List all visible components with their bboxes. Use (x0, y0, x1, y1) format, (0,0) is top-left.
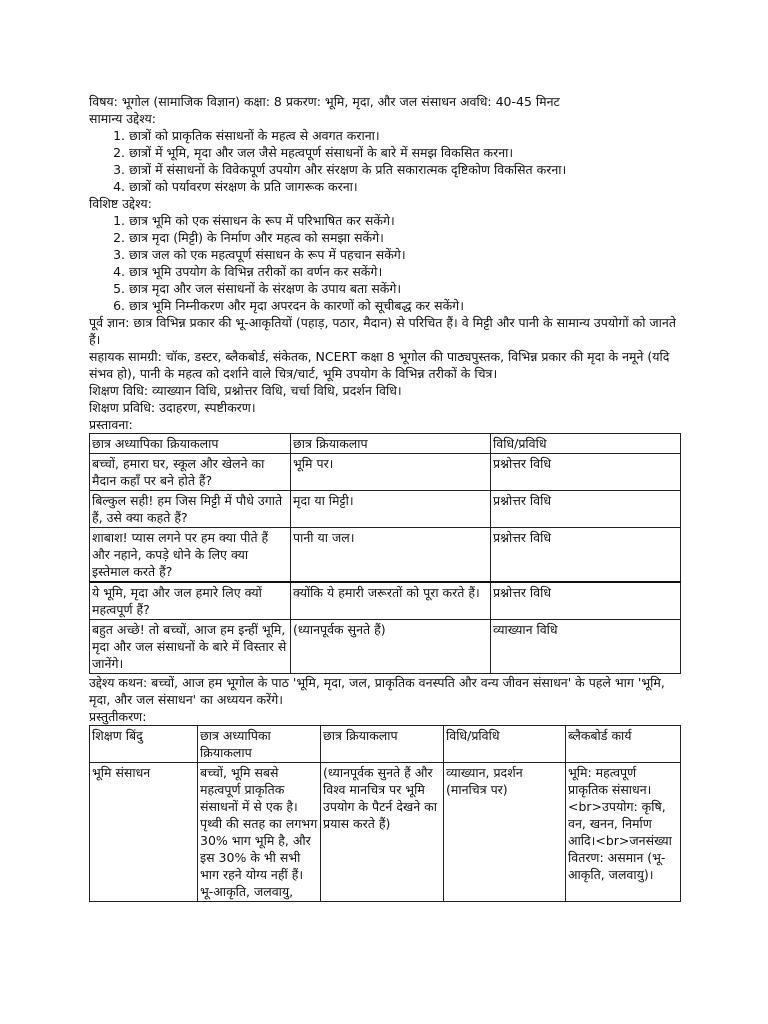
table-cell: क्योंकि ये हमारी जरूरतों को पूरा करते हैं। (291, 582, 491, 620)
teaching-materials: सहायक सामग्री: चॉक, डस्टर, ब्लैकबोर्ड, संकेतक, NCERT कक्षा 8 भूगोल की पाठ्यपुस्तक, विभिन्न प्रकार की मृदा के नमूने (यदि संभव हो), पानी के महत्व को दर्शाने वाले चित्र/चार्ट, भूमि उपयोग के विभिन्न तरीकों के चित्र। (89, 349, 670, 381)
column-header: विधि/प्रविधि (491, 434, 681, 454)
table-cell: व्याख्यान, प्रदर्शन (मानचित्र पर) (444, 763, 566, 902)
presentation-heading: प्रस्तुतीकरण: (89, 709, 147, 724)
list-item: 1. छात्रों को प्राकृतिक संसाधनों के महत्व से अवगत कराना। (129, 127, 681, 144)
lesson-header: विषय: भूगोल (सामाजिक विज्ञान) कक्षा: 8 प्रकरण: भूमि, मृदा, और जल संसाधन अवधि: 40-45 मिनट (89, 94, 560, 109)
list-item: 4. छात्र भूमि उपयोग के विभिन्न तरीकों का वर्णन कर सकेंगे। (129, 263, 681, 280)
table-cell: प्रश्नोत्तर विधि (491, 454, 681, 491)
list-item: 1. छात्र भूमि को एक संसाधन के रूप में परिभाषित कर सकेंगे। (129, 212, 681, 229)
table-cell: मृदा या मिट्टी। (291, 491, 491, 528)
column-header: छात्र अध्यापिका क्रियाकलाप (198, 726, 321, 763)
table-row (90, 763, 681, 902)
teaching-technique: शिक्षण प्रविधि: उदाहरण, स्पष्टीकरण। (89, 400, 256, 415)
introduction-heading: प्रस्तावना: (89, 417, 133, 432)
table-cell: (ध्यानपूर्वक सुनते हैं) (291, 620, 491, 674)
table-row (90, 491, 681, 528)
general-objectives-list (89, 127, 681, 195)
table-cell: बिल्कुल सही! हम जिस मिट्टी में पौधे उगाते हैं, उसे क्या कहते हैं? (90, 491, 291, 528)
teaching-method: शिक्षण विधि: व्याख्यान विधि, प्रश्नोत्तर विधि, चर्चा विधि, प्रदर्शन विधि। (89, 383, 402, 398)
table-cell: प्रश्नोत्तर विधि (491, 491, 681, 528)
table-cell: भूमि: महत्वपूर्ण प्राकृतिक संसाधन।<br>उपयोग: कृषि, वन, खनन, निर्माण आदि।<br>जनसंख्या वितरण: असमान (भू-आकृति, जलवायु)। (566, 763, 681, 902)
table-cell: बच्चों, भूमि सबसे महत्वपूर्ण प्राकृतिक संसाधनों में से एक है। पृथ्वी की सतह का लगभग 30% भाग भूमि है, और इस 30% के भी सभी भाग रहने योग्य नहीं हैं। भू-आकृति, जलवायु, (198, 763, 321, 902)
column-header: शिक्षण बिंदु (90, 726, 198, 763)
column-header: छात्र अध्यापिका क्रियाकलाप (90, 434, 291, 454)
table-header-row (90, 434, 681, 454)
list-item: 2. छात्रों में भूमि, मृदा और जल जैसे महत्वपूर्ण संसाधनों के बारे में समझ विकसित करना। (129, 144, 681, 161)
table-row (90, 620, 681, 674)
specific-objectives-heading: विशिष्ट उद्देश्य: (89, 196, 152, 211)
column-header: छात्र क्रियाकलाप (291, 434, 491, 454)
table-row (90, 582, 681, 620)
column-header: ब्लैकबोर्ड कार्य (566, 726, 681, 763)
specific-objectives-list (89, 212, 681, 314)
table-cell: ये भूमि, मृदा और जल हमारे लिए क्यों महत्वपूर्ण हैं? (90, 582, 291, 620)
list-item: 5. छात्र मृदा और जल संसाधनों के संरक्षण के उपाय बता सकेंगे। (129, 280, 681, 297)
table-cell: प्रश्नोत्तर विधि (491, 582, 681, 620)
table-cell: (ध्यानपूर्वक सुनते हैं और विश्व मानचित्र पर भूमि उपयोग के पैटर्न देखने का प्रयास करते हैं) (321, 763, 444, 902)
table-cell: पानी या जल। (291, 528, 491, 583)
list-item: 3. छात्र जल को एक महत्वपूर्ण संसाधन के रूप में पहचान सकेंगे। (129, 246, 681, 263)
list-item: 2. छात्र मृदा (मिट्टी) के निर्माण और महत्व को समझा सकेंगे। (129, 229, 681, 246)
general-objectives-heading: सामान्य उद्देश्य: (89, 111, 156, 126)
document-page (89, 93, 681, 902)
list-item: 6. छात्र भूमि निम्नीकरण और मृदा अपरदन के कारणों को सूचीबद्ध कर सकेंगे। (129, 297, 681, 314)
table-cell: प्रश्नोत्तर विधि (491, 528, 681, 583)
table-cell: शाबाश! प्यास लगने पर हम क्या पीते हैं और नहाने, कपड़े धोने के लिए क्या इस्तेमाल करते हैं? (90, 528, 291, 583)
list-item: 4. छात्रों को पर्यावरण संरक्षण के प्रति जागरूक करना। (129, 178, 681, 195)
prior-knowledge: पूर्व ज्ञान: छात्र विभिन्न प्रकार की भू-आकृतियों (पहाड़, पठार, मैदान) से परिचित हैं। वे मिट्टी और पानी के सामान्य उपयोगों को जानते हैं। (89, 315, 676, 347)
table-cell: बहुत अच्छे! तो बच्चों, आज हम इन्हीं भूमि, मृदा और जल संसाधनों के बारे में विस्तार से जानेंगे। (90, 620, 291, 674)
column-header: विधि/प्रविधि (444, 726, 566, 763)
column-header: छात्र क्रियाकलाप (321, 726, 444, 763)
table-cell: भूमि संसाधन (90, 763, 198, 902)
table-cell: व्याख्यान विधि (491, 620, 681, 674)
table-row (90, 528, 681, 583)
table-cell: भूमि पर। (291, 454, 491, 491)
introduction-table (89, 433, 681, 674)
table-header-row (90, 726, 681, 763)
list-item: 3. छात्रों में संसाधनों के विवेकपूर्ण उपयोग और संरक्षण के प्रति सकारात्मक दृष्टिकोण विकसित करना। (129, 161, 681, 178)
aim-statement: उद्देश्य कथन: बच्चों, आज हम भूगोल के पाठ 'भूमि, मृदा, जल, प्राकृतिक वनस्पति और वन्य जीवन संसाधन' के पहले भाग 'भूमि, मृदा, और जल संसाधन' का अध्ययन करेंगे। (89, 675, 665, 707)
presentation-table (89, 725, 681, 902)
table-row (90, 454, 681, 491)
table-cell: बच्चों, हमारा घर, स्कूल और खेलने का मैदान कहाँ पर बने होते हैं? (90, 454, 291, 491)
